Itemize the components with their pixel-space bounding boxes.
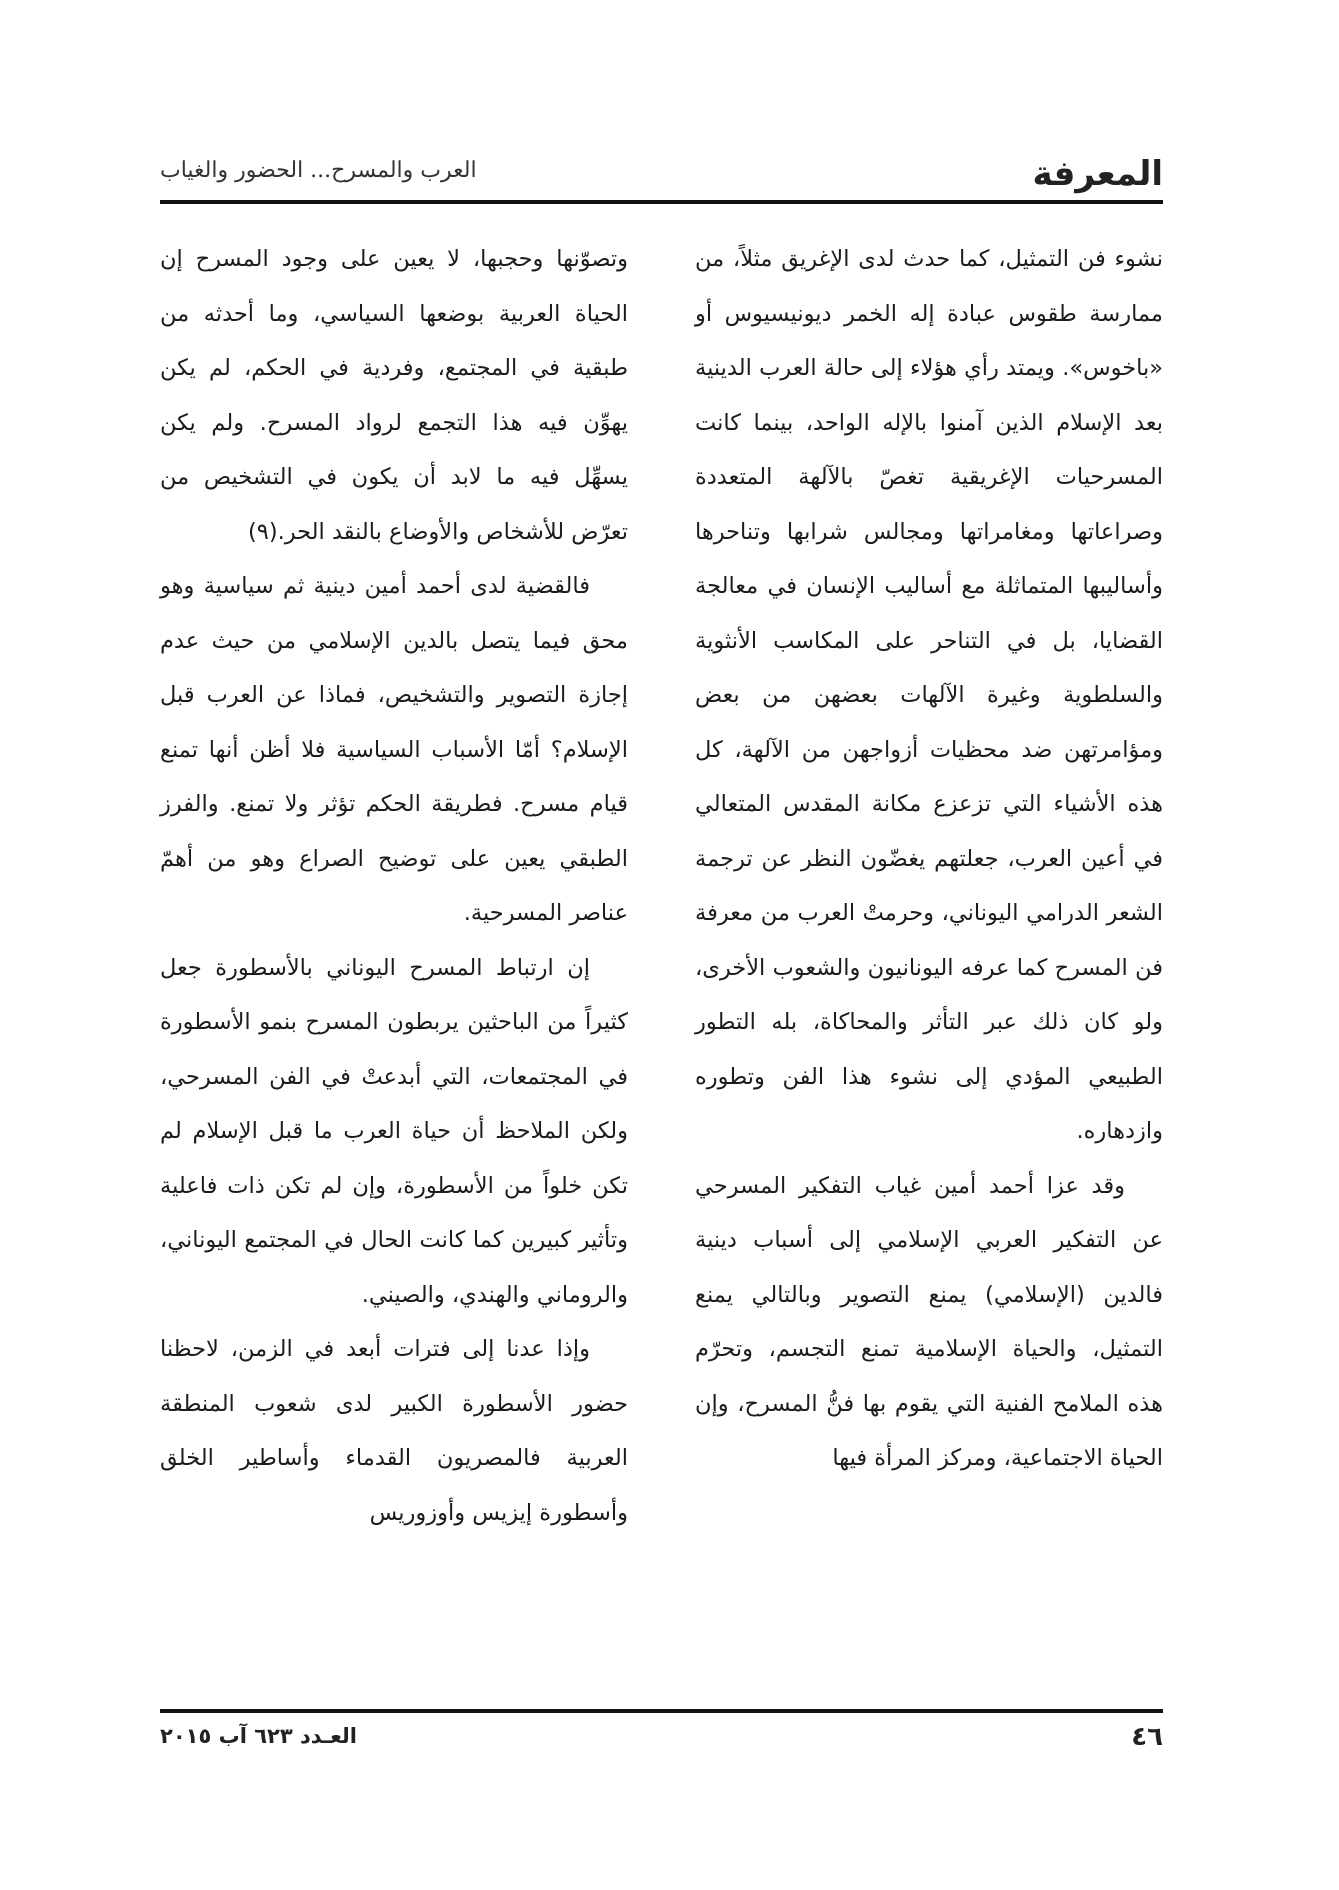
issue-info: العـدد ٦٢٣ آب ٢٠١٥ [160,1724,358,1748]
paragraph: إن ارتباط المسرح اليوناني بالأسطورة جعل كثيراً من الباحثين يربطون المسرح بنمو الأسطورة في المجتمعات، التي أبدعتْ في الفن المسرحي، ولكن الملاحظ أن حياة العرب ما قبل الإسلام لم تكن خلواً من الأسطورة، وإن لم تكن ذات فاعلية وتأثير كبيرين كما كانت الحال في المجتمع اليوناني، والروماني والهندي، والصيني. [160,954,628,1308]
paragraph: وتصوّنها وحجبها، لا يعين على وجود المسرح إن الحياة العربية بوضعها السياسي، وما أحدثه من طبقية في المجتمع، وفردية في الحكم، لم يكن يهوِّن فيه هذا التجمع لرواد المسرح. ولم يكن يسهِّل فيه ما لابد أن يكون في التشخيص من تعرّض للأشخاص والأوضاع بالنقد الحر.(٩) [160,246,628,545]
page-header [160,150,1163,200]
paragraph: فالقضية لدى أحمد أمين دينية ثم سياسية وهو محق فيما يتصل بالدين الإسلامي من حيث عدم إجازة التصوير والتشخيص، فماذا عن العرب قبل الإسلام؟ أمّا الأسباب السياسية فلا أظن أنها تمنع قيام مسرح. فطريقة الحكم تؤثر ولا تمنع. والفرز الطبقي يعين على توضيح الصراع وهو من أهمّ عناصر المسرحية. [160,573,628,926]
paragraph: نشوء فن التمثيل، كما حدث لدى الإغريق مثلاً، من ممارسة طقوس عبادة إله الخمر ديونيسيوس أو «باخوس». ويمتد رأي هؤلاء إلى حالة العرب الدينية بعد الإسلام الذين آمنوا بالإله الواحد، بينما كانت المسرحيات الإغريقية تغصّ بالآلهة المتعددة وصراعاتها ومغامراتها ومجالس شرابها وتناحرها وأساليبها المتماثلة مع أساليب الإنسان في معالجة القضايا، بل في التناحر على المكاسب الأنثوية والسلطوية وغيرة الآلهات بعضهن من بعض ومؤامرتهن ضد محظيات أزواجهن من الآلهة، كل هذه الأشياء التي تزعزع مكانة المقدس المتعالي في أعين العرب، جعلتهم يغضّون النظر عن ترجمة الشعر الدرامي اليوناني، وحرمتْ العرب من معرفة فن المسرح كما عرفه اليونانيون والشعوب الأخرى، ولو كان ذلك عبر التأثر والمحاكاة، بله التطور الطبيعي المؤدي إلى نشوء هذا الفن وتطوره وازدهاره. [695,246,1163,1144]
running-title: العرب والمسرح... الحضور والغياب [160,158,477,183]
header-rule [160,200,1163,204]
page-number: ٤٦ [1131,1722,1163,1752]
footer-rule [160,1709,1163,1713]
left-column [160,232,628,1692]
right-column [695,232,1163,1692]
page-footer [160,1722,1163,1762]
paragraph: وإذا عدنا إلى فترات أبعد في الزمن، لاحظنا حضور الأسطورة الكبير لدى شعوب المنطقة العربية فالمصريون القدماء وأساطير الخلق وأسطورة إيزيس وأوزوريس [160,1336,628,1526]
paragraph: وقد عزا أحمد أمين غياب التفكير المسرحي عن التفكير العربي الإسلامي إلى أسباب دينية فالدين (الإسلامي) يمنع التصوير وبالتالي يمنع التمثيل، والحياة الإسلامية تمنع التجسم، وتحرّم هذه الملامح الفنية التي يقوم بها فنُّ المسرح، وإن الحياة الاجتماعية، ومركز المرأة فيها [695,1172,1163,1471]
magazine-logo: المعرفة [1032,154,1163,194]
